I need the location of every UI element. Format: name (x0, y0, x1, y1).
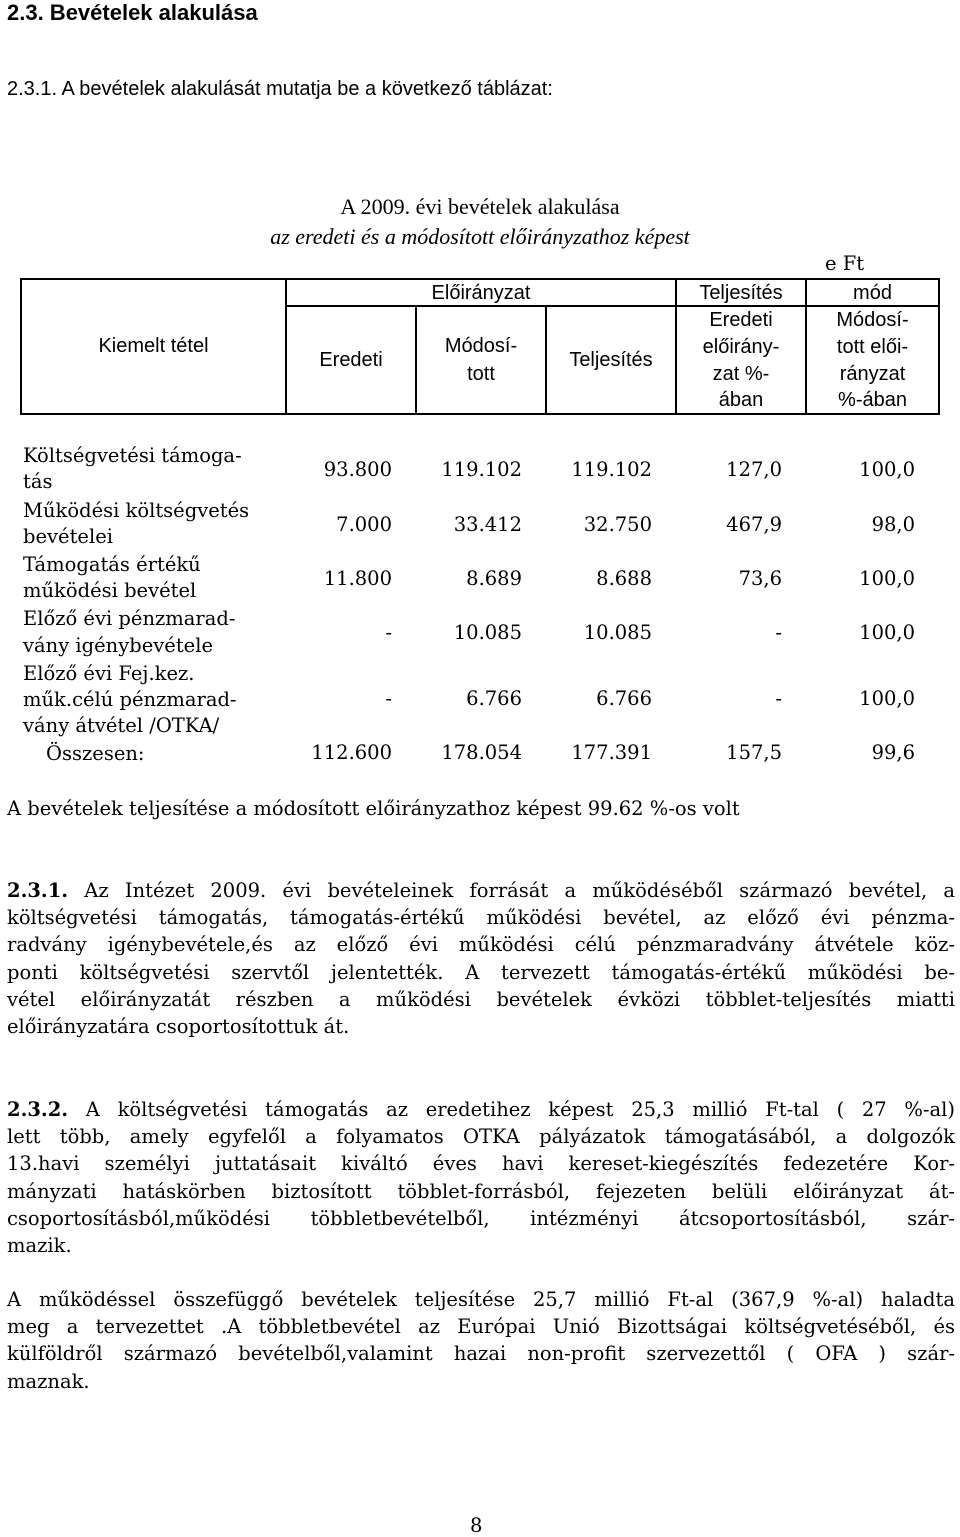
header-modositott-1: Módosí- (444, 335, 518, 357)
header-teljesites-group: Teljesítés (699, 282, 783, 304)
row-label: vány igénybevétele (23, 634, 213, 657)
header-mod-pct-1: Módosí- (836, 309, 909, 331)
paragraph-line: meg a tervezettet .A többletbevétel az Európai Unió Bizottságai költségvetéséből, és (7, 1315, 955, 1339)
row-label: tás (23, 470, 53, 493)
cell-modositott: 119.102 (441, 458, 522, 481)
cell-modositott: 10.085 (453, 621, 522, 644)
table-caption-line2: az eredeti és a módosított előirányzathoz képest (270, 224, 690, 249)
paragraph-line: radvány igénybevétele,és az előző évi működési célú pénzmaradvány átvétele köz- (7, 933, 955, 957)
cell-modositott: 8.689 (466, 567, 522, 590)
row-label: vány átvétel /OTKA/ (23, 714, 220, 737)
cell-eredeti: 93.800 (323, 458, 392, 481)
paragraph-line: csoportosításból,működési többletbevételből, intézményi átcsoportosításból, szár- (7, 1206, 955, 1230)
row-label: Költségvetési támoga- (23, 444, 242, 467)
cell-eredeti: 7.000 (336, 513, 392, 536)
total-modositott: 178.054 (441, 741, 522, 764)
paragraph-line: vétel előirányzatát részben a működési bevételek évközi többlet-teljesítés miatti (7, 987, 955, 1011)
cell-eredeti-pct: 467,9 (726, 513, 782, 536)
paragraph-line: külföldről származó bevételből,valamint hazai non-profit szervezettől ( OFA ) szár- (7, 1342, 955, 1366)
paragraph-label: 2.3.1. (7, 879, 69, 902)
cell-eredeti: - (385, 621, 392, 644)
header-mod: mód (853, 282, 892, 304)
header-eredeti: Eredeti (319, 349, 383, 371)
grid-line (938, 278, 940, 415)
paragraph-line: lett több, amely egyfelől a folyamatos OTKA pályázatok támogatásából, a dolgozók (7, 1125, 955, 1149)
section-heading: 2.3. Bevételek alakulása (7, 0, 258, 25)
cell-mod-pct: 98,0 (871, 513, 915, 536)
cell-eredeti-pct: - (775, 621, 782, 644)
cell-teljesites: 119.102 (571, 458, 652, 481)
header-eloiranyzat: Előirányzat (431, 282, 531, 304)
paragraph-line: 13.havi személyi juttatásait kiváltó éves havi kereset-kiegészítés fedezetére Kor- (7, 1152, 955, 1176)
header-kiemelt-tetel: Kiemelt tétel (98, 335, 209, 357)
paragraph-line: A működéssel összefüggő bevételek teljesítése 25,7 millió Ft-al (367,9 %-al) haladta (7, 1288, 955, 1311)
cell-mod-pct: 100,0 (859, 567, 915, 590)
paragraph-line: költségvetési támogatás, támogatás-értékű működési bevétel, az előző évi pénzma- (7, 906, 955, 930)
cell-teljesites: 10.085 (583, 621, 652, 644)
total-eredeti-pct: 157,5 (726, 741, 782, 764)
total-label: Összesen: (46, 742, 145, 765)
total-eredeti: 112.600 (311, 741, 392, 764)
cell-teljesites: 6.766 (596, 687, 652, 710)
cell-mod-pct: 100,0 (859, 458, 915, 481)
paragraph-2-3-1 (7, 877, 955, 1040)
row-label: Támogatás értékű (23, 553, 201, 576)
paragraph-label: 2.3.2. (7, 1098, 69, 1121)
paragraph-operations (7, 1286, 955, 1395)
cell-teljesites: 8.688 (596, 567, 652, 590)
cell-eredeti-pct: - (775, 687, 782, 710)
paragraph-line: ponti költségvetési szervtől jelentették. A tervezett támogatás-értékű működési be- (7, 960, 955, 984)
row-label: Előző évi pénzmarad- (23, 607, 236, 630)
row-label: bevételei (23, 525, 113, 548)
row-label: működési bevétel (23, 579, 197, 602)
cell-eredeti: 11.800 (323, 567, 392, 590)
header-modositott-2: tott (467, 363, 495, 385)
paragraph-line: előirányzatára csoportosítottuk át. (7, 1015, 350, 1039)
header-eredeti-pct-2: előirány- (702, 336, 780, 358)
cell-eredeti-pct: 73,6 (738, 567, 782, 590)
header-mod-pct-4: %-ában (838, 389, 907, 411)
unit-label: e Ft (825, 252, 865, 275)
paragraph-line: Az Intézet 2009. évi bevételeinek forrását a működéséből származó bevétel, a (68, 879, 955, 902)
header-teljesites: Teljesítés (569, 349, 653, 371)
cell-mod-pct: 100,0 (859, 621, 915, 644)
header-mod-pct-2: tott elői- (836, 336, 909, 358)
total-mod-pct: 99,6 (871, 741, 915, 764)
paragraph-line: A költségvetési támogatás az eredetihez képest 25,3 millió Ft-tal ( 27 %-al) (68, 1098, 955, 1121)
header-eredeti-pct-1: Eredeti (709, 309, 773, 331)
page-number: 8 (470, 1514, 483, 1537)
row-label: műk.célú pénzmarad- (23, 688, 237, 711)
paragraph-line: mányzati hatáskörben biztosított többlet-forrásból, fejezeten belüli előirányzat át- (7, 1179, 955, 1203)
summary-sentence: A bevételek teljesítése a módosított előirányzathoz képest 99.62 %-os volt (7, 797, 740, 820)
header-mod-pct-3: rányzat (839, 363, 906, 385)
cell-eredeti: - (385, 687, 392, 710)
cell-mod-pct: 100,0 (859, 687, 915, 710)
cell-eredeti-pct: 127,0 (726, 458, 782, 481)
subsection-heading: 2.3.1. A bevételek alakulását mutatja be a következő táblázat: (7, 78, 553, 100)
paragraph-line: mazik. (7, 1234, 72, 1258)
total-teljesites: 177.391 (571, 741, 652, 764)
paragraph-2-3-2 (7, 1096, 955, 1259)
row-label: Működési költségvetés (23, 499, 250, 522)
header-eredeti-pct-4: ában (718, 389, 764, 411)
cell-modositott: 33.412 (453, 513, 522, 536)
row-label: Előző évi Fej.kez. (23, 662, 195, 685)
table-caption-line1: A 2009. évi bevételek alakulása (340, 194, 620, 219)
cell-teljesites: 32.750 (583, 513, 652, 536)
paragraph-line: maznak. (7, 1369, 90, 1393)
header-eredeti-pct-3: zat %- (712, 363, 770, 385)
cell-modositott: 6.766 (466, 687, 522, 710)
